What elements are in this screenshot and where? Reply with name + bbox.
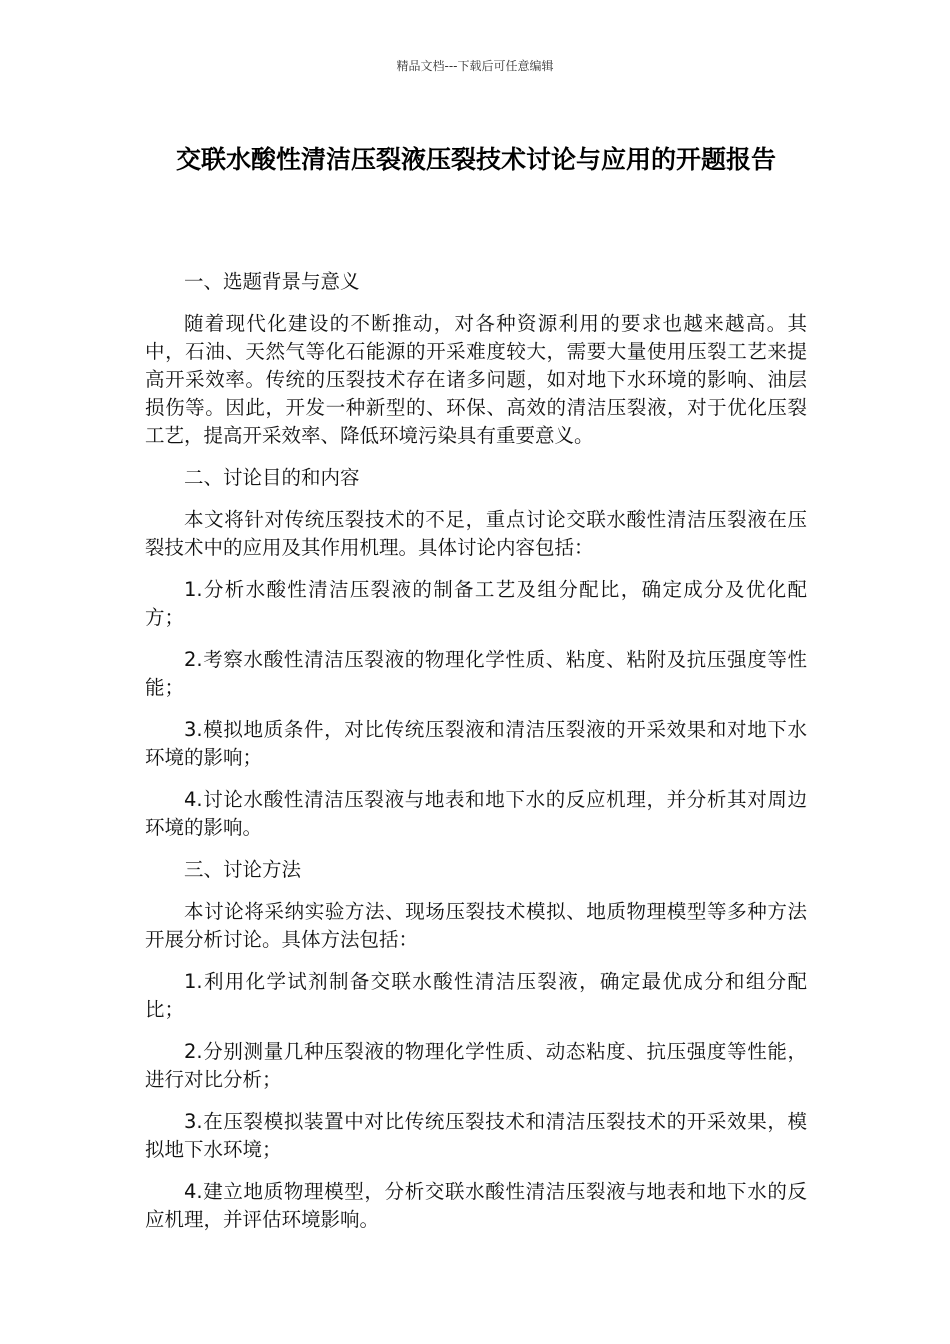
section-heading: 一、选题背景与意义 [184, 270, 360, 293]
section-background [145, 268, 807, 450]
list-item: 1.分析水酸性清洁压裂液的制备工艺及组分配比，确定成分及优化配方； [145, 578, 807, 629]
list-item: 4.讨论水酸性清洁压裂液与地表和地下水的反应机理，并分析其对周边环境的影响。 [145, 788, 807, 839]
list-item: 3.模拟地质条件，对比传统压裂液和清洁压裂液的开采效果和对地下水环境的影响； [145, 718, 807, 769]
list-item: 1.利用化学试剂制备交联水酸性清洁压裂液，确定最优成分和组分配比； [145, 970, 807, 1021]
header-note: 精品文档---下载后可任意编辑 [396, 59, 554, 73]
section-objectives [145, 464, 807, 842]
list-item: 2.考察水酸性清洁压裂液的物理化学性质、粘度、粘附及抗压强度等性能； [145, 648, 807, 699]
document-body [145, 268, 807, 1248]
paragraph: 随着现代化建设的不断推动，对各种资源利用的要求也越来越高。其中，石油、天然气等化石能源的开采难度较大，需要大量使用压裂工艺来提高开采效率。传统的压裂技术存在诸多问题，如对地下水环境的影响、油层损伤等。因此，开发一种新型的、环保、高效的清洁压裂液，对于优化压裂工艺，提高开采效率、降低环境污染具有重要意义。 [145, 312, 807, 447]
section-heading: 三、讨论方法 [184, 858, 302, 881]
paragraph: 本讨论将采纳实验方法、现场压裂技术模拟、地质物理模型等多种方法开展分析讨论。具体方法包括： [145, 900, 807, 951]
paragraph: 本文将针对传统压裂技术的不足，重点讨论交联水酸性清洁压裂液在压裂技术中的应用及其作用机理。具体讨论内容包括： [145, 508, 807, 559]
list-item: 3.在压裂模拟装置中对比传统压裂技术和清洁压裂技术的开采效果，模拟地下水环境； [145, 1110, 807, 1161]
section-heading: 二、讨论目的和内容 [184, 466, 360, 489]
list-item: 2.分别测量几种压裂液的物理化学性质、动态粘度、抗压强度等性能，进行对比分析； [145, 1040, 807, 1091]
document-title: 交联水酸性清洁压裂液压裂技术讨论与应用的开题报告 [175, 145, 776, 174]
section-methods [145, 856, 807, 1234]
list-item: 4.建立地质物理模型，分析交联水酸性清洁压裂液与地表和地下水的反应机理，并评估环境影响。 [145, 1180, 807, 1231]
